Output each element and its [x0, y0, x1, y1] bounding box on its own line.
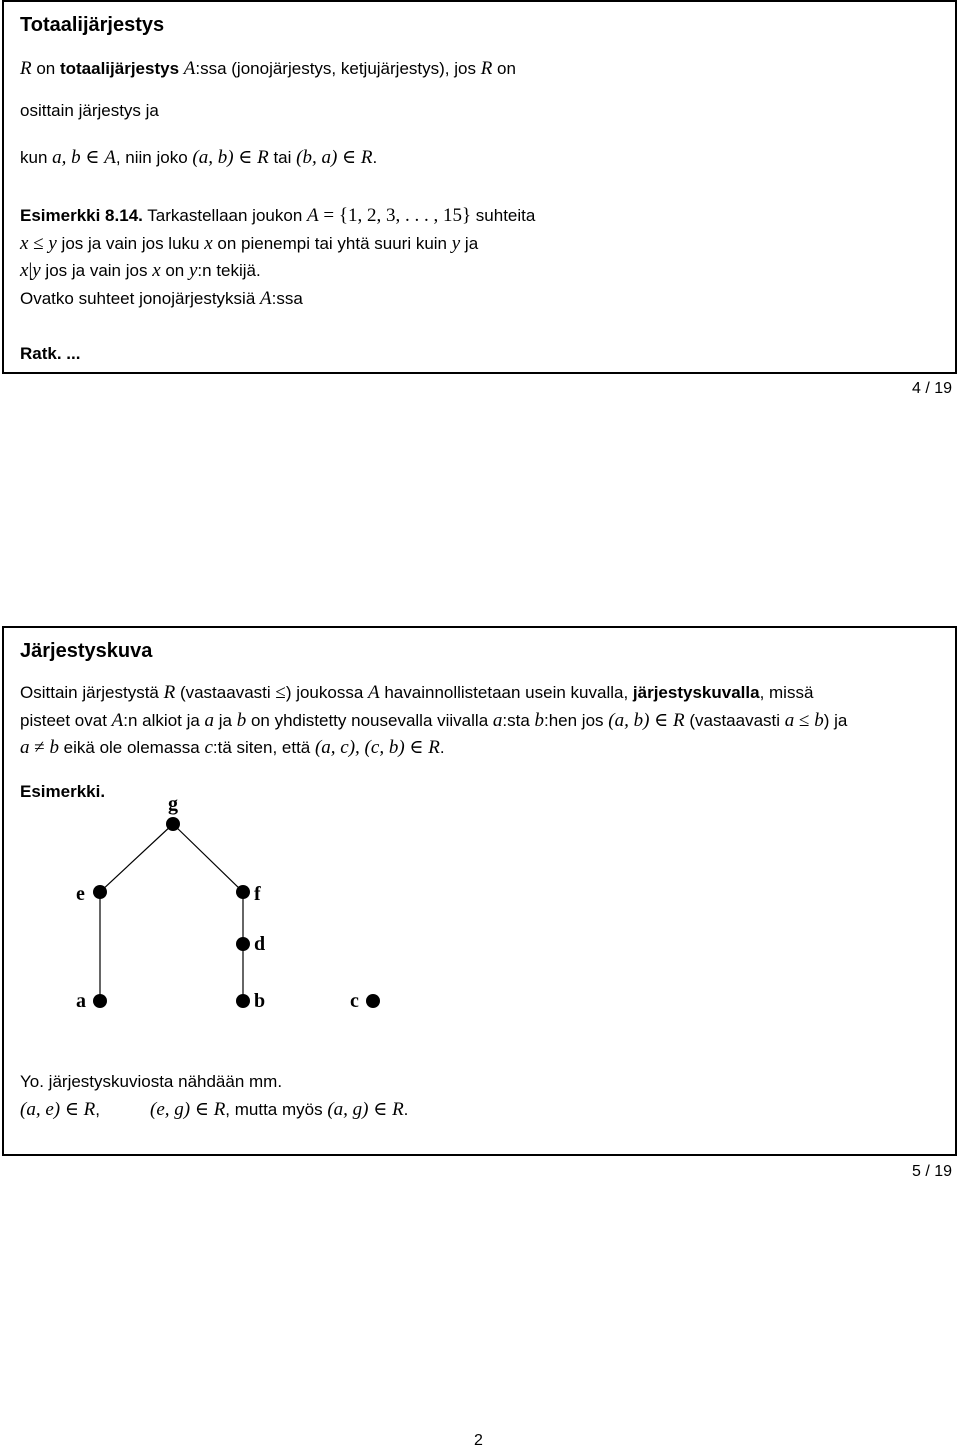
slide1-line-5: x ≤ y jos ja vain jos luku x on pienempi tai yhtä suuri kuin y ja — [20, 233, 479, 254]
slide1-line-1: R on totaalijärjestys A:ssa (jonojärjestys, ketjujärjestys), jos R on — [20, 58, 516, 79]
slide2-line-2: pisteet ovat A:n alkiot ja a ja b on yhdistetty nousevalla viivalla a:sta b:hen jos (a, b) ∈ R (vastaavasti a ≤ b) ja — [20, 710, 848, 731]
node-f — [236, 885, 250, 899]
document-page-number: 2 — [474, 1432, 483, 1449]
slide1-title: Totaalijärjestys — [20, 14, 165, 36]
node-e — [93, 885, 107, 899]
node-g — [166, 817, 180, 831]
slide1-page-number: 4 / 19 — [912, 380, 953, 397]
slide1-line-3: kun a, b ∈ A, niin joko (a, b) ∈ R tai (b, a) ∈ R. — [20, 147, 378, 168]
slide1-line-6: x|y jos ja vain jos x on y:n tekijä. — [20, 260, 261, 281]
node-label-e: e — [76, 883, 85, 905]
hasse-diagram — [60, 786, 400, 1026]
node-a — [93, 994, 107, 1008]
slide1-line-4: Esimerkki 8.14. Tarkastellaan joukon A = {1, 2, 3, . . . , 15} suhteita — [20, 205, 536, 226]
edge-f-g — [173, 824, 243, 892]
node-label-c: c — [350, 990, 359, 1012]
slide1-line-2: osittain järjestys ja — [20, 101, 159, 120]
node-b — [236, 994, 250, 1008]
slide2-title: Järjestyskuva — [20, 640, 153, 662]
node-label-g: g — [168, 793, 178, 815]
node-c — [366, 994, 380, 1008]
slide2-line-1: Osittain järjestystä R (vastaavasti ≤) joukossa A havainnollistetaan usein kuvalla, järjestyskuvalla, missä — [20, 682, 814, 703]
slide2-line-4: Yo. järjestyskuviosta nähdään mm. — [20, 1072, 283, 1091]
node-label-b: b — [254, 990, 266, 1012]
slide2-line-3: a ≠ b eikä ole olemassa c:tä siten, että (a, c), (c, b) ∈ R. — [20, 737, 445, 758]
slide2-page-number: 5 / 19 — [912, 1163, 953, 1180]
slide2-line-5: (a, e) ∈ R, (e, g) ∈ R, mutta myös (a, g) ∈ R. — [20, 1099, 409, 1120]
edge-e-g — [100, 824, 173, 892]
slide1-line-7: Ovatko suhteet jonojärjestyksiä A:ssa — [20, 288, 303, 309]
example-label: Esimerkki. — [20, 782, 106, 801]
node-label-a: a — [76, 990, 86, 1012]
node-label-d: d — [254, 933, 266, 955]
node-label-f: f — [254, 883, 261, 905]
slide-totaalijarjestys — [2, 0, 957, 374]
node-d — [236, 937, 250, 951]
slide1-line-8: Ratk. ... — [20, 344, 81, 363]
